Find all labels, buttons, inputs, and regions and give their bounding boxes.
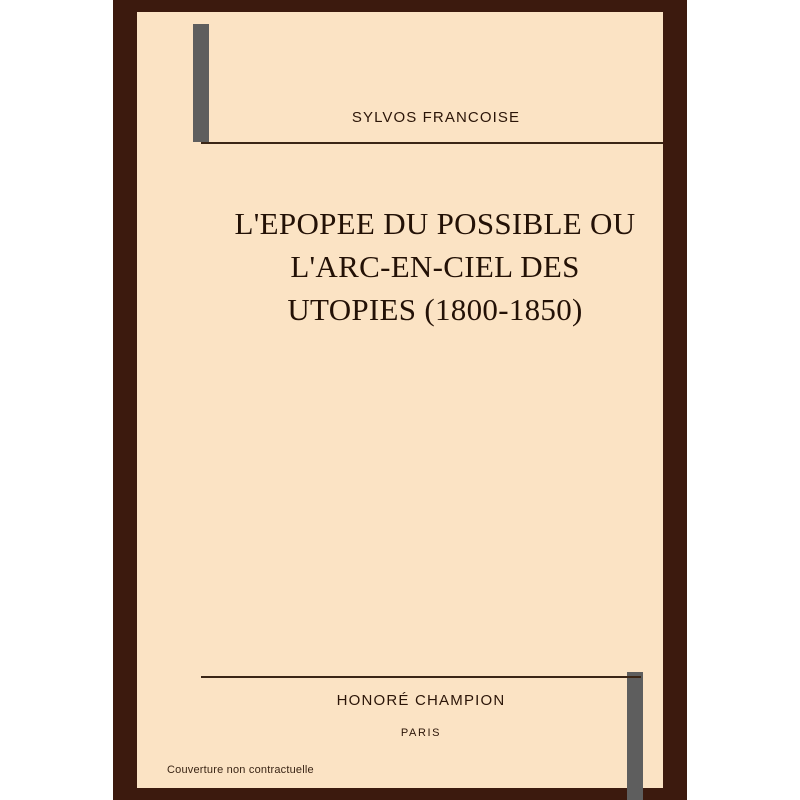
decorative-bar-top: [193, 24, 209, 142]
cover-disclaimer: Couverture non contractuelle: [167, 764, 314, 776]
title-line-1: L'EPOPEE DU POSSIBLE OU: [234, 206, 636, 241]
publisher-city: PARIS: [400, 727, 442, 739]
author-name: SYLVOS FRANCOISE: [351, 109, 521, 126]
publisher-divider-rule: [201, 676, 641, 678]
publisher-name: HONORÉ CHAMPION: [336, 692, 506, 709]
title-block: [185, 202, 685, 331]
cover-page: [137, 12, 663, 788]
title-line-2: L'ARC-EN-CIEL DES: [290, 249, 580, 284]
title-line-3: UTOPIES (1800-1850): [287, 292, 583, 327]
author-divider-rule: [201, 142, 663, 144]
author-block: [209, 108, 663, 128]
publisher-block: [201, 690, 641, 744]
cover-outer-border: [113, 0, 687, 800]
